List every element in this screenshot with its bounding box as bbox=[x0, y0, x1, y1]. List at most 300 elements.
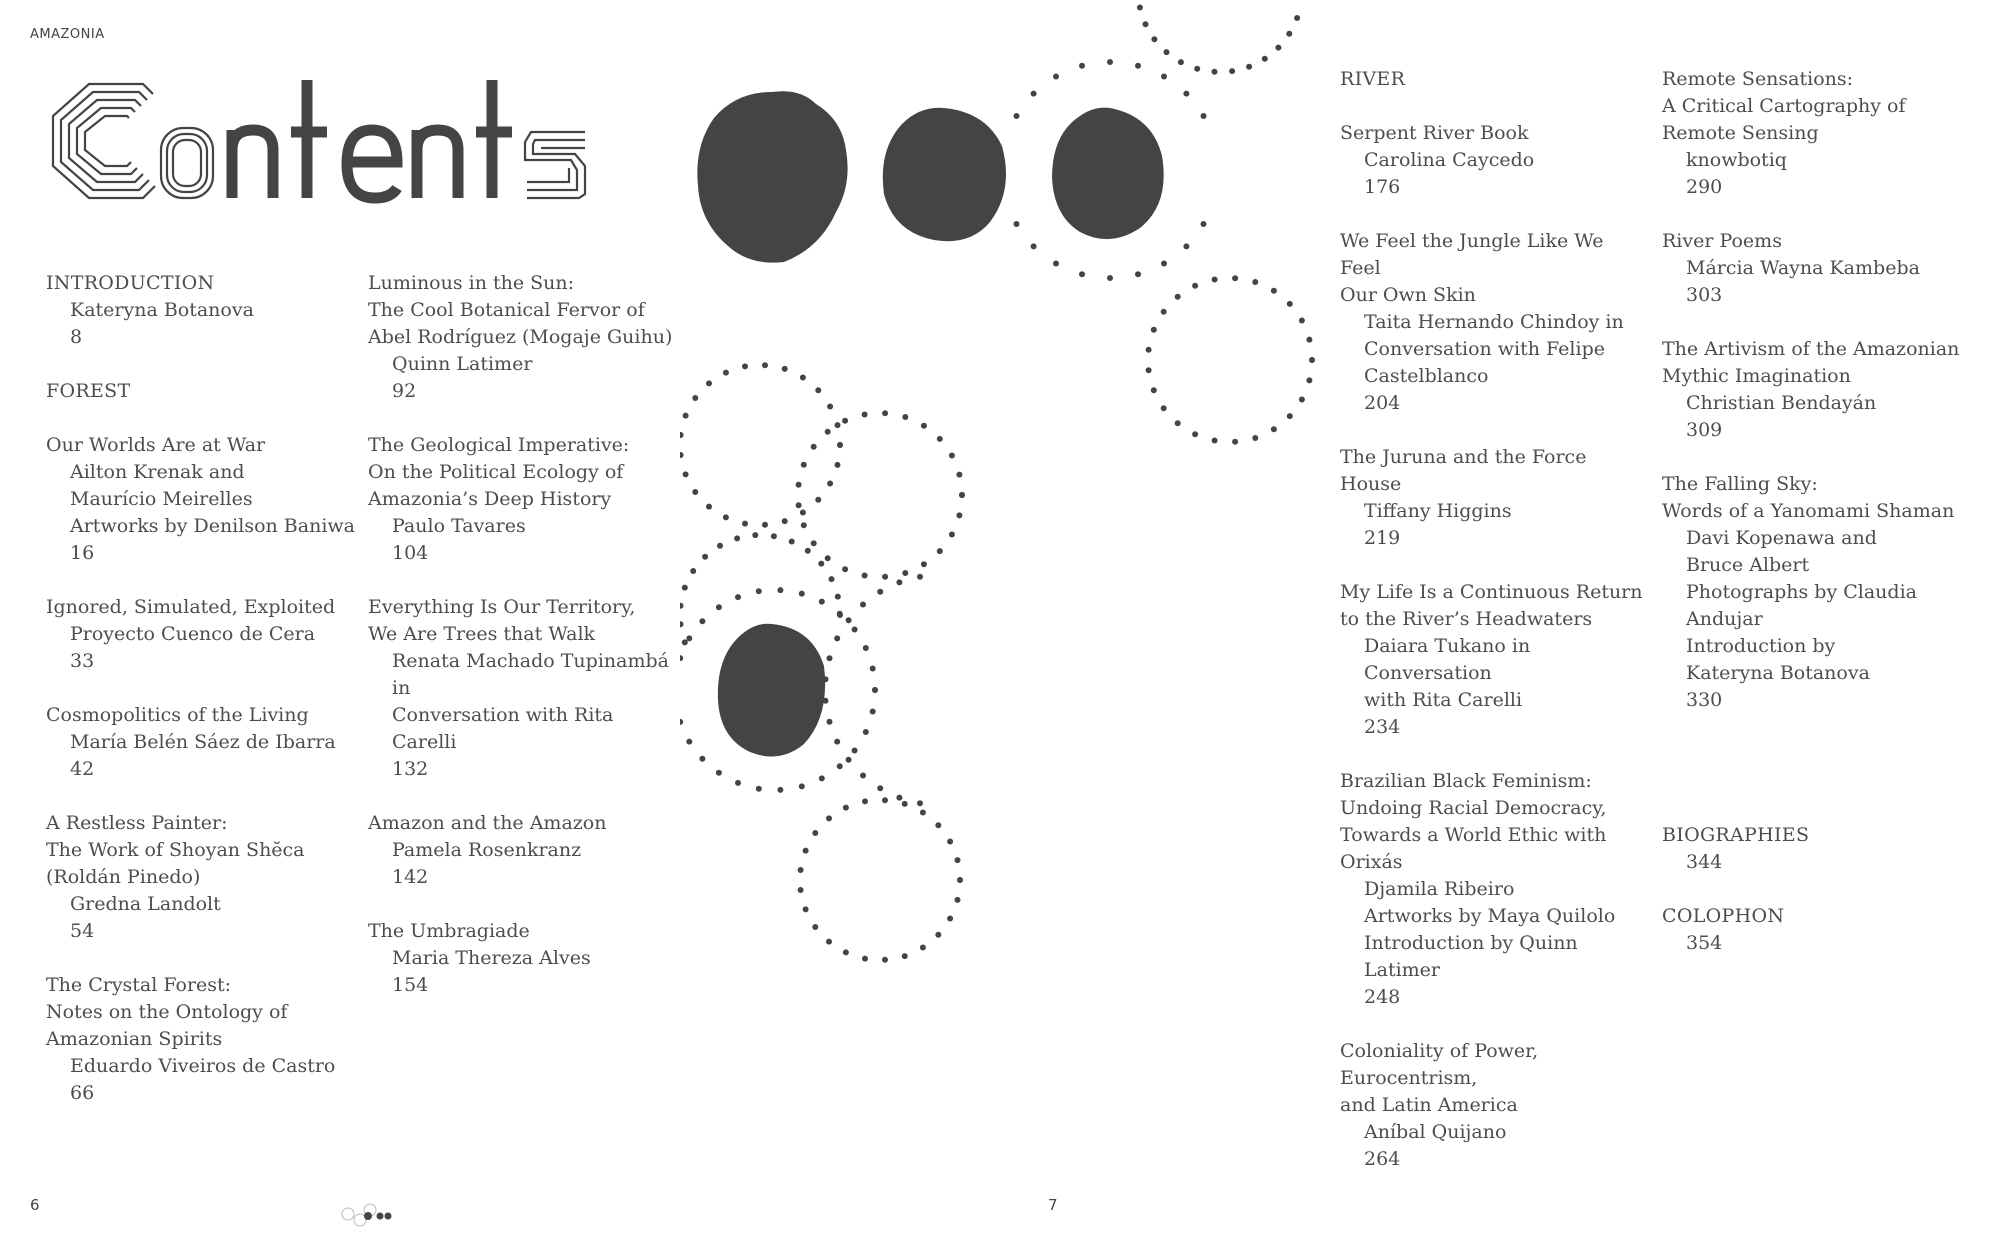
ring-dot bbox=[902, 953, 908, 959]
toc-entry[interactable] bbox=[368, 432, 678, 567]
ring-dot bbox=[882, 574, 888, 580]
ring-dot bbox=[1161, 405, 1167, 411]
entry-author: Pamela Rosenkranz bbox=[392, 839, 582, 861]
entry-page: 142 bbox=[392, 866, 429, 888]
ring-dot bbox=[742, 363, 748, 369]
entry-page: 54 bbox=[70, 920, 95, 942]
ring-dot bbox=[1299, 397, 1305, 403]
ring-dot bbox=[692, 489, 698, 495]
ring-dot bbox=[1309, 357, 1315, 363]
ring-dot bbox=[1135, 63, 1141, 69]
ring-dot bbox=[1175, 420, 1181, 426]
entry-page: 104 bbox=[392, 542, 429, 564]
ring-dot bbox=[756, 588, 762, 594]
entry-page: 132 bbox=[392, 758, 429, 780]
toc-entry[interactable] bbox=[368, 594, 678, 783]
ring-dot bbox=[1306, 377, 1312, 383]
entry-title: Orixás bbox=[1340, 851, 1403, 873]
ring-dot bbox=[1079, 271, 1085, 277]
ring-dot bbox=[902, 414, 908, 420]
entry-title: On the Political Ecology of bbox=[368, 461, 624, 483]
entry-author: Conversation with Felipe bbox=[1364, 338, 1605, 360]
ring-dot bbox=[1246, 64, 1252, 70]
entry-author: Carolina Caycedo bbox=[1364, 149, 1535, 171]
entry-title: The Geological Imperative: bbox=[368, 434, 630, 456]
ring-dot bbox=[862, 798, 868, 804]
ring-dot bbox=[1161, 261, 1167, 267]
entry-author: Introduction by bbox=[1686, 635, 1836, 657]
ring-dot bbox=[699, 618, 705, 624]
ring-dot bbox=[702, 554, 708, 560]
ring-dot bbox=[800, 510, 806, 516]
entry-title: Ignored, Simulated, Exploited bbox=[46, 596, 336, 618]
ring-dot bbox=[1252, 279, 1258, 285]
entry-title: Coloniality of Power, Eurocentrism, bbox=[1340, 1040, 1539, 1089]
entry-page: 204 bbox=[1364, 392, 1401, 414]
entry-page: 66 bbox=[70, 1082, 95, 1104]
ring-dot bbox=[800, 375, 806, 381]
ring-dot bbox=[837, 442, 843, 448]
ring-dot bbox=[1135, 271, 1141, 277]
ring-dot bbox=[877, 785, 883, 791]
toc-entry[interactable] bbox=[46, 432, 356, 567]
entry-author: Introduction by Quinn Latimer bbox=[1364, 932, 1578, 981]
entry-author: Ailton Krenak and bbox=[70, 461, 245, 483]
ring-dot bbox=[801, 522, 807, 528]
ring-dot bbox=[917, 574, 923, 580]
entry-author: Daiara Tukano in Conversation bbox=[1364, 635, 1531, 684]
ring-dot bbox=[1137, 5, 1143, 11]
toc-entry[interactable] bbox=[1340, 1038, 1650, 1173]
entry-title: Our Worlds Are at War bbox=[46, 434, 266, 456]
entry-title: Amazon and the Amazon bbox=[368, 812, 607, 834]
entry-title: Undoing Racial Democracy, bbox=[1340, 797, 1607, 819]
entry-title: We Are Trees that Walk bbox=[368, 623, 596, 645]
toc-entry[interactable] bbox=[1662, 228, 1972, 309]
ring-dot bbox=[796, 502, 802, 508]
toc-entry[interactable] bbox=[1340, 228, 1650, 417]
ring-dot bbox=[937, 436, 943, 442]
entry-author: Kateryna Botanova bbox=[70, 299, 254, 321]
toc-entry[interactable] bbox=[46, 594, 356, 675]
ring-dot bbox=[872, 687, 878, 693]
ring-dot bbox=[1161, 309, 1167, 315]
ring-dot bbox=[682, 639, 688, 645]
entry-title: Words of a Yanomami Shaman bbox=[1662, 500, 1955, 522]
ring-dot bbox=[870, 666, 876, 672]
entry-title: The Juruna and the Force House bbox=[1340, 446, 1587, 495]
entry-page: 176 bbox=[1364, 176, 1401, 198]
entry-title: Remote Sensations: bbox=[1662, 68, 1854, 90]
entry-page: 303 bbox=[1686, 284, 1723, 306]
ring-dot bbox=[742, 521, 748, 527]
ring-dot bbox=[1053, 74, 1059, 80]
ring-dot bbox=[947, 839, 953, 845]
ring-dot bbox=[921, 561, 927, 567]
ring-dot bbox=[716, 604, 722, 610]
ring-dot bbox=[834, 739, 840, 745]
entry-title: The Work of Shoyan Shĕca bbox=[46, 839, 305, 861]
toc-entry[interactable] bbox=[1340, 444, 1650, 552]
ring-dot bbox=[921, 423, 927, 429]
ring-dot bbox=[846, 757, 852, 763]
ring-dot bbox=[827, 655, 833, 661]
ring-dot bbox=[837, 611, 843, 617]
ring-dot bbox=[862, 412, 868, 418]
ring-dot bbox=[680, 432, 684, 438]
ring-dot bbox=[752, 532, 758, 538]
entry-title: Amazonia’s Deep History bbox=[368, 488, 612, 510]
forest-entries-cont bbox=[368, 270, 678, 999]
entry-author: Artworks by Denilson Baniwa bbox=[70, 515, 355, 537]
ring-dot bbox=[798, 887, 804, 893]
entry-title: The Artivism of the Amazonian bbox=[1662, 338, 1960, 360]
ring-dot bbox=[835, 594, 841, 600]
ring-dot bbox=[860, 602, 866, 608]
entry-page: 234 bbox=[1364, 716, 1401, 738]
entry-title: Amazonian Spirits bbox=[46, 1028, 223, 1050]
ring-dot bbox=[801, 462, 807, 468]
entry-title: Towards a World Ethic with bbox=[1340, 824, 1607, 846]
ring-dot bbox=[829, 576, 835, 582]
contents-title bbox=[45, 70, 625, 210]
entry-author: Renata Machado Tupinambá in bbox=[392, 650, 669, 699]
title-c-glyph bbox=[53, 84, 155, 198]
ring-dot bbox=[805, 548, 811, 554]
ring-dot bbox=[680, 621, 684, 627]
entry-page: 16 bbox=[70, 542, 95, 564]
footer-mini-mark bbox=[338, 1190, 418, 1230]
ring-dot bbox=[1232, 439, 1238, 445]
ring-dot bbox=[1107, 59, 1113, 65]
solid-blobs bbox=[697, 91, 1163, 756]
ring-dot bbox=[947, 916, 953, 922]
entry-title: and Latin America bbox=[1340, 1094, 1518, 1116]
toc-column-4 bbox=[1662, 66, 1972, 984]
ring-dot bbox=[735, 780, 741, 786]
ring-dot bbox=[1161, 74, 1167, 80]
ring-dot bbox=[812, 924, 818, 930]
ring-dot bbox=[777, 787, 783, 793]
entry-title: The Falling Sky: bbox=[1662, 473, 1818, 495]
ring-dot bbox=[818, 561, 824, 567]
toc-entry-colophon[interactable] bbox=[1662, 903, 1972, 957]
entry-author: Taita Hernando Chindoy in bbox=[1364, 311, 1624, 333]
ring-dot bbox=[762, 362, 768, 368]
toc-entry[interactable] bbox=[368, 270, 678, 405]
ring-dot bbox=[1271, 288, 1277, 294]
ring-dot bbox=[959, 492, 965, 498]
toc-entry-biographies[interactable] bbox=[1662, 822, 1972, 876]
page-number-left: 6 bbox=[30, 1196, 40, 1214]
entry-page: 42 bbox=[70, 758, 95, 780]
entry-title: A Critical Cartography of bbox=[1662, 95, 1906, 117]
toc-entry[interactable] bbox=[368, 918, 678, 999]
entry-title: The Umbragiade bbox=[368, 920, 530, 942]
ring-dot bbox=[782, 518, 788, 524]
ring-dot bbox=[717, 543, 723, 549]
round-blob-3 bbox=[718, 624, 825, 757]
ring-dot bbox=[782, 366, 788, 372]
entry-author: knowbotiq bbox=[1686, 149, 1787, 171]
entry-author: Maria Thereza Alves bbox=[392, 947, 591, 969]
ring-dot bbox=[827, 404, 833, 410]
ring-dot bbox=[683, 471, 689, 477]
ring-dot bbox=[1146, 367, 1152, 373]
entry-author: Márcia Wayna Kambeba bbox=[1686, 257, 1920, 279]
ring-dot bbox=[1151, 387, 1157, 393]
section-head-biographies: BIOGRAPHIES bbox=[1662, 824, 1810, 846]
toc-entry[interactable] bbox=[46, 702, 356, 783]
ring-dot bbox=[882, 410, 888, 416]
toc-column-3 bbox=[1340, 66, 1650, 1200]
ring-dot bbox=[1212, 438, 1218, 444]
ring-dot bbox=[735, 594, 741, 600]
entry-page: 330 bbox=[1686, 689, 1723, 711]
ring-dot bbox=[1275, 45, 1281, 51]
ring-dot bbox=[680, 655, 683, 661]
ring-dot bbox=[835, 422, 841, 428]
section-head-introduction: INTRODUCTION bbox=[46, 272, 215, 294]
decorative-circles bbox=[680, 0, 1340, 1000]
entry-page: 290 bbox=[1686, 176, 1723, 198]
ring-dot bbox=[1053, 261, 1059, 267]
toc-column-1 bbox=[46, 270, 356, 1134]
ring-dot bbox=[882, 957, 888, 963]
ring-dot bbox=[837, 763, 843, 769]
section-head-colophon: COLOPHON bbox=[1662, 905, 1785, 927]
ring-dot bbox=[860, 773, 866, 779]
ring-dot bbox=[1262, 56, 1268, 62]
ring-dot bbox=[680, 452, 684, 458]
ring-dot bbox=[827, 719, 833, 725]
ring-dot bbox=[690, 568, 696, 574]
ring-dot bbox=[796, 482, 802, 488]
ring-dot bbox=[699, 756, 705, 762]
ring-dot bbox=[896, 795, 902, 801]
ring-dot bbox=[1286, 31, 1292, 37]
ring-dot bbox=[843, 805, 849, 811]
ring-dot bbox=[706, 504, 712, 510]
ring-dot bbox=[723, 370, 729, 376]
ring-dot bbox=[1031, 91, 1037, 97]
ring-dot bbox=[826, 939, 832, 945]
section-forest bbox=[46, 378, 356, 405]
ring-dot bbox=[1299, 318, 1305, 324]
entry-title: We Feel the Jungle Like We Feel bbox=[1340, 230, 1604, 279]
ring-dot bbox=[955, 897, 961, 903]
entry-title: My Life Is a Continuous Return bbox=[1340, 581, 1643, 603]
entry-author: Tiffany Higgins bbox=[1364, 500, 1512, 522]
toc-entry[interactable] bbox=[1662, 471, 1972, 714]
entry-page: 248 bbox=[1364, 986, 1401, 1008]
ring-dot bbox=[683, 413, 689, 419]
ring-dot bbox=[825, 429, 831, 435]
ring-dot bbox=[723, 514, 729, 520]
ring-dot bbox=[686, 635, 692, 641]
ring-dot bbox=[834, 635, 840, 641]
ring-dot bbox=[680, 719, 683, 725]
ring-dot bbox=[1175, 294, 1181, 300]
ring-dot bbox=[1107, 275, 1113, 281]
ring-dot bbox=[949, 532, 955, 538]
entry-author: Davi Kopenawa and bbox=[1686, 527, 1877, 549]
ring-dot bbox=[819, 599, 825, 605]
ring-dot bbox=[1164, 49, 1170, 55]
toc-entry[interactable] bbox=[46, 810, 356, 945]
entry-page: 154 bbox=[392, 974, 429, 996]
ring-dot bbox=[863, 645, 869, 651]
ring-dot bbox=[716, 770, 722, 776]
ring-dot bbox=[682, 585, 688, 591]
ring-dot bbox=[1151, 327, 1157, 333]
ring-dot bbox=[803, 848, 809, 854]
entry-author: Djamila Ribeiro bbox=[1364, 878, 1515, 900]
ring-dot bbox=[798, 867, 804, 873]
title-o-glyph bbox=[161, 128, 213, 198]
ring-dot bbox=[811, 444, 817, 450]
ring-dot bbox=[1183, 91, 1189, 97]
ring-dot bbox=[811, 540, 817, 546]
ring-dot bbox=[789, 539, 795, 545]
river-entries bbox=[1340, 120, 1650, 1173]
ring-dot bbox=[949, 453, 955, 459]
entry-page: 8 bbox=[70, 326, 83, 348]
ring-dot bbox=[842, 566, 848, 572]
toc-entry[interactable] bbox=[46, 972, 356, 1107]
entry-author: Kateryna Botanova bbox=[1686, 662, 1870, 684]
toc-entry[interactable] bbox=[1340, 120, 1650, 201]
round-blob-2 bbox=[1052, 108, 1164, 239]
ring-dot bbox=[1178, 59, 1184, 65]
ring-dot bbox=[1146, 347, 1152, 353]
ring-dot bbox=[1192, 431, 1198, 437]
entry-page: 92 bbox=[392, 380, 417, 402]
entry-title: A Restless Painter: bbox=[46, 812, 228, 834]
toc-column-2 bbox=[368, 270, 678, 1026]
entry-author: with Rita Carelli bbox=[1364, 689, 1523, 711]
round-blob-1 bbox=[883, 108, 1006, 241]
ring-dot bbox=[1143, 21, 1149, 27]
entry-title: Brazilian Black Feminism: bbox=[1340, 770, 1592, 792]
ring-dot bbox=[826, 815, 832, 821]
ring-dot bbox=[843, 949, 849, 955]
ring-dot bbox=[815, 497, 821, 503]
ring-dot bbox=[862, 956, 868, 962]
entry-page: 354 bbox=[1686, 932, 1723, 954]
entry-author: Photographs by Claudia Andujar bbox=[1686, 581, 1917, 630]
ring-dot bbox=[1271, 426, 1277, 432]
entry-title: Remote Sensing bbox=[1662, 122, 1819, 144]
forest-entries bbox=[46, 432, 356, 1107]
toc-entry[interactable] bbox=[1662, 66, 1972, 201]
ring-dot bbox=[920, 945, 926, 951]
ring-dot bbox=[692, 395, 698, 401]
entry-author: Aníbal Quijano bbox=[1364, 1121, 1507, 1143]
entry-author: Castelblanco bbox=[1364, 365, 1489, 387]
title-solid-letters bbox=[232, 80, 512, 198]
toc-entry[interactable] bbox=[1662, 336, 1972, 444]
ring-dot bbox=[852, 627, 858, 633]
ring-dot bbox=[852, 748, 858, 754]
ring-dot bbox=[1079, 63, 1085, 69]
ring-dot bbox=[734, 535, 740, 541]
ring-dot bbox=[957, 877, 963, 883]
ring-dot bbox=[799, 783, 805, 789]
entry-author: Conversation with Rita Carelli bbox=[392, 704, 614, 753]
ring-dot bbox=[877, 589, 883, 595]
ring-dot bbox=[1229, 68, 1235, 74]
entry-title: Notes on the Ontology of bbox=[46, 1001, 288, 1023]
entry-author: Proyecto Cuenco de Cera bbox=[70, 623, 316, 645]
ring-dot bbox=[1183, 243, 1189, 249]
ring-dot bbox=[920, 810, 926, 816]
ring-dot bbox=[1212, 277, 1218, 283]
entry-title: Our Own Skin bbox=[1340, 284, 1476, 306]
ring-dot bbox=[1031, 243, 1037, 249]
entry-title: Mythic Imagination bbox=[1662, 365, 1851, 387]
entry-author: Christian Bendayán bbox=[1686, 392, 1877, 414]
entry-title: Abel Rodríguez (Mogaje Guihu) bbox=[368, 326, 673, 348]
entry-title: to the River’s Headwaters bbox=[1340, 608, 1593, 630]
ring-dot bbox=[823, 676, 829, 682]
toc-entry[interactable] bbox=[368, 810, 678, 891]
toc-entry[interactable] bbox=[1340, 768, 1650, 1011]
toc-entry[interactable] bbox=[1340, 579, 1650, 741]
ring-dot bbox=[1294, 15, 1300, 21]
entry-author: Artworks by Maya Quilolo bbox=[1364, 905, 1616, 927]
ring-dot bbox=[870, 709, 876, 715]
entry-page: 344 bbox=[1686, 851, 1723, 873]
ring-dot bbox=[935, 822, 941, 828]
ring-dot bbox=[1201, 113, 1207, 119]
entry-author: Eduardo Viveiros de Castro bbox=[70, 1055, 336, 1077]
toc-entry-introduction[interactable] bbox=[46, 270, 356, 351]
ring-dot bbox=[762, 522, 768, 528]
ring-dot bbox=[1212, 69, 1218, 75]
entry-title: The Crystal Forest: bbox=[46, 974, 232, 996]
ring-dot bbox=[902, 801, 908, 807]
ring-dot bbox=[686, 739, 692, 745]
ring-dot bbox=[1151, 36, 1157, 42]
entry-page: 264 bbox=[1364, 1148, 1401, 1170]
ring-dot bbox=[1287, 301, 1293, 307]
section-river bbox=[1340, 66, 1650, 93]
section-head-forest: FOREST bbox=[46, 380, 131, 402]
entry-page: 219 bbox=[1364, 527, 1401, 549]
entry-author: Maurício Meirelles bbox=[70, 488, 253, 510]
ring-dot bbox=[1201, 221, 1207, 227]
ring-dot bbox=[825, 555, 831, 561]
ring-dot bbox=[935, 932, 941, 938]
ring-dot bbox=[902, 570, 908, 576]
ring-dot bbox=[777, 587, 783, 593]
ring-dot bbox=[756, 786, 762, 792]
ring-dot bbox=[937, 548, 943, 554]
ring-dot bbox=[1287, 413, 1293, 419]
section-head-river: RIVER bbox=[1340, 68, 1406, 90]
entry-author: María Belén Sáez de Ibarra bbox=[70, 731, 336, 753]
entry-title: Everything Is Our Territory, bbox=[368, 596, 636, 618]
ring-dot bbox=[1252, 435, 1258, 441]
entry-page: 309 bbox=[1686, 419, 1723, 441]
ring-dot bbox=[812, 830, 818, 836]
entry-author: Gredna Landolt bbox=[70, 893, 221, 915]
entry-page: 33 bbox=[70, 650, 95, 672]
ring-dot bbox=[842, 418, 848, 424]
entry-title: Serpent River Book bbox=[1340, 122, 1529, 144]
ring-dot bbox=[771, 533, 777, 539]
